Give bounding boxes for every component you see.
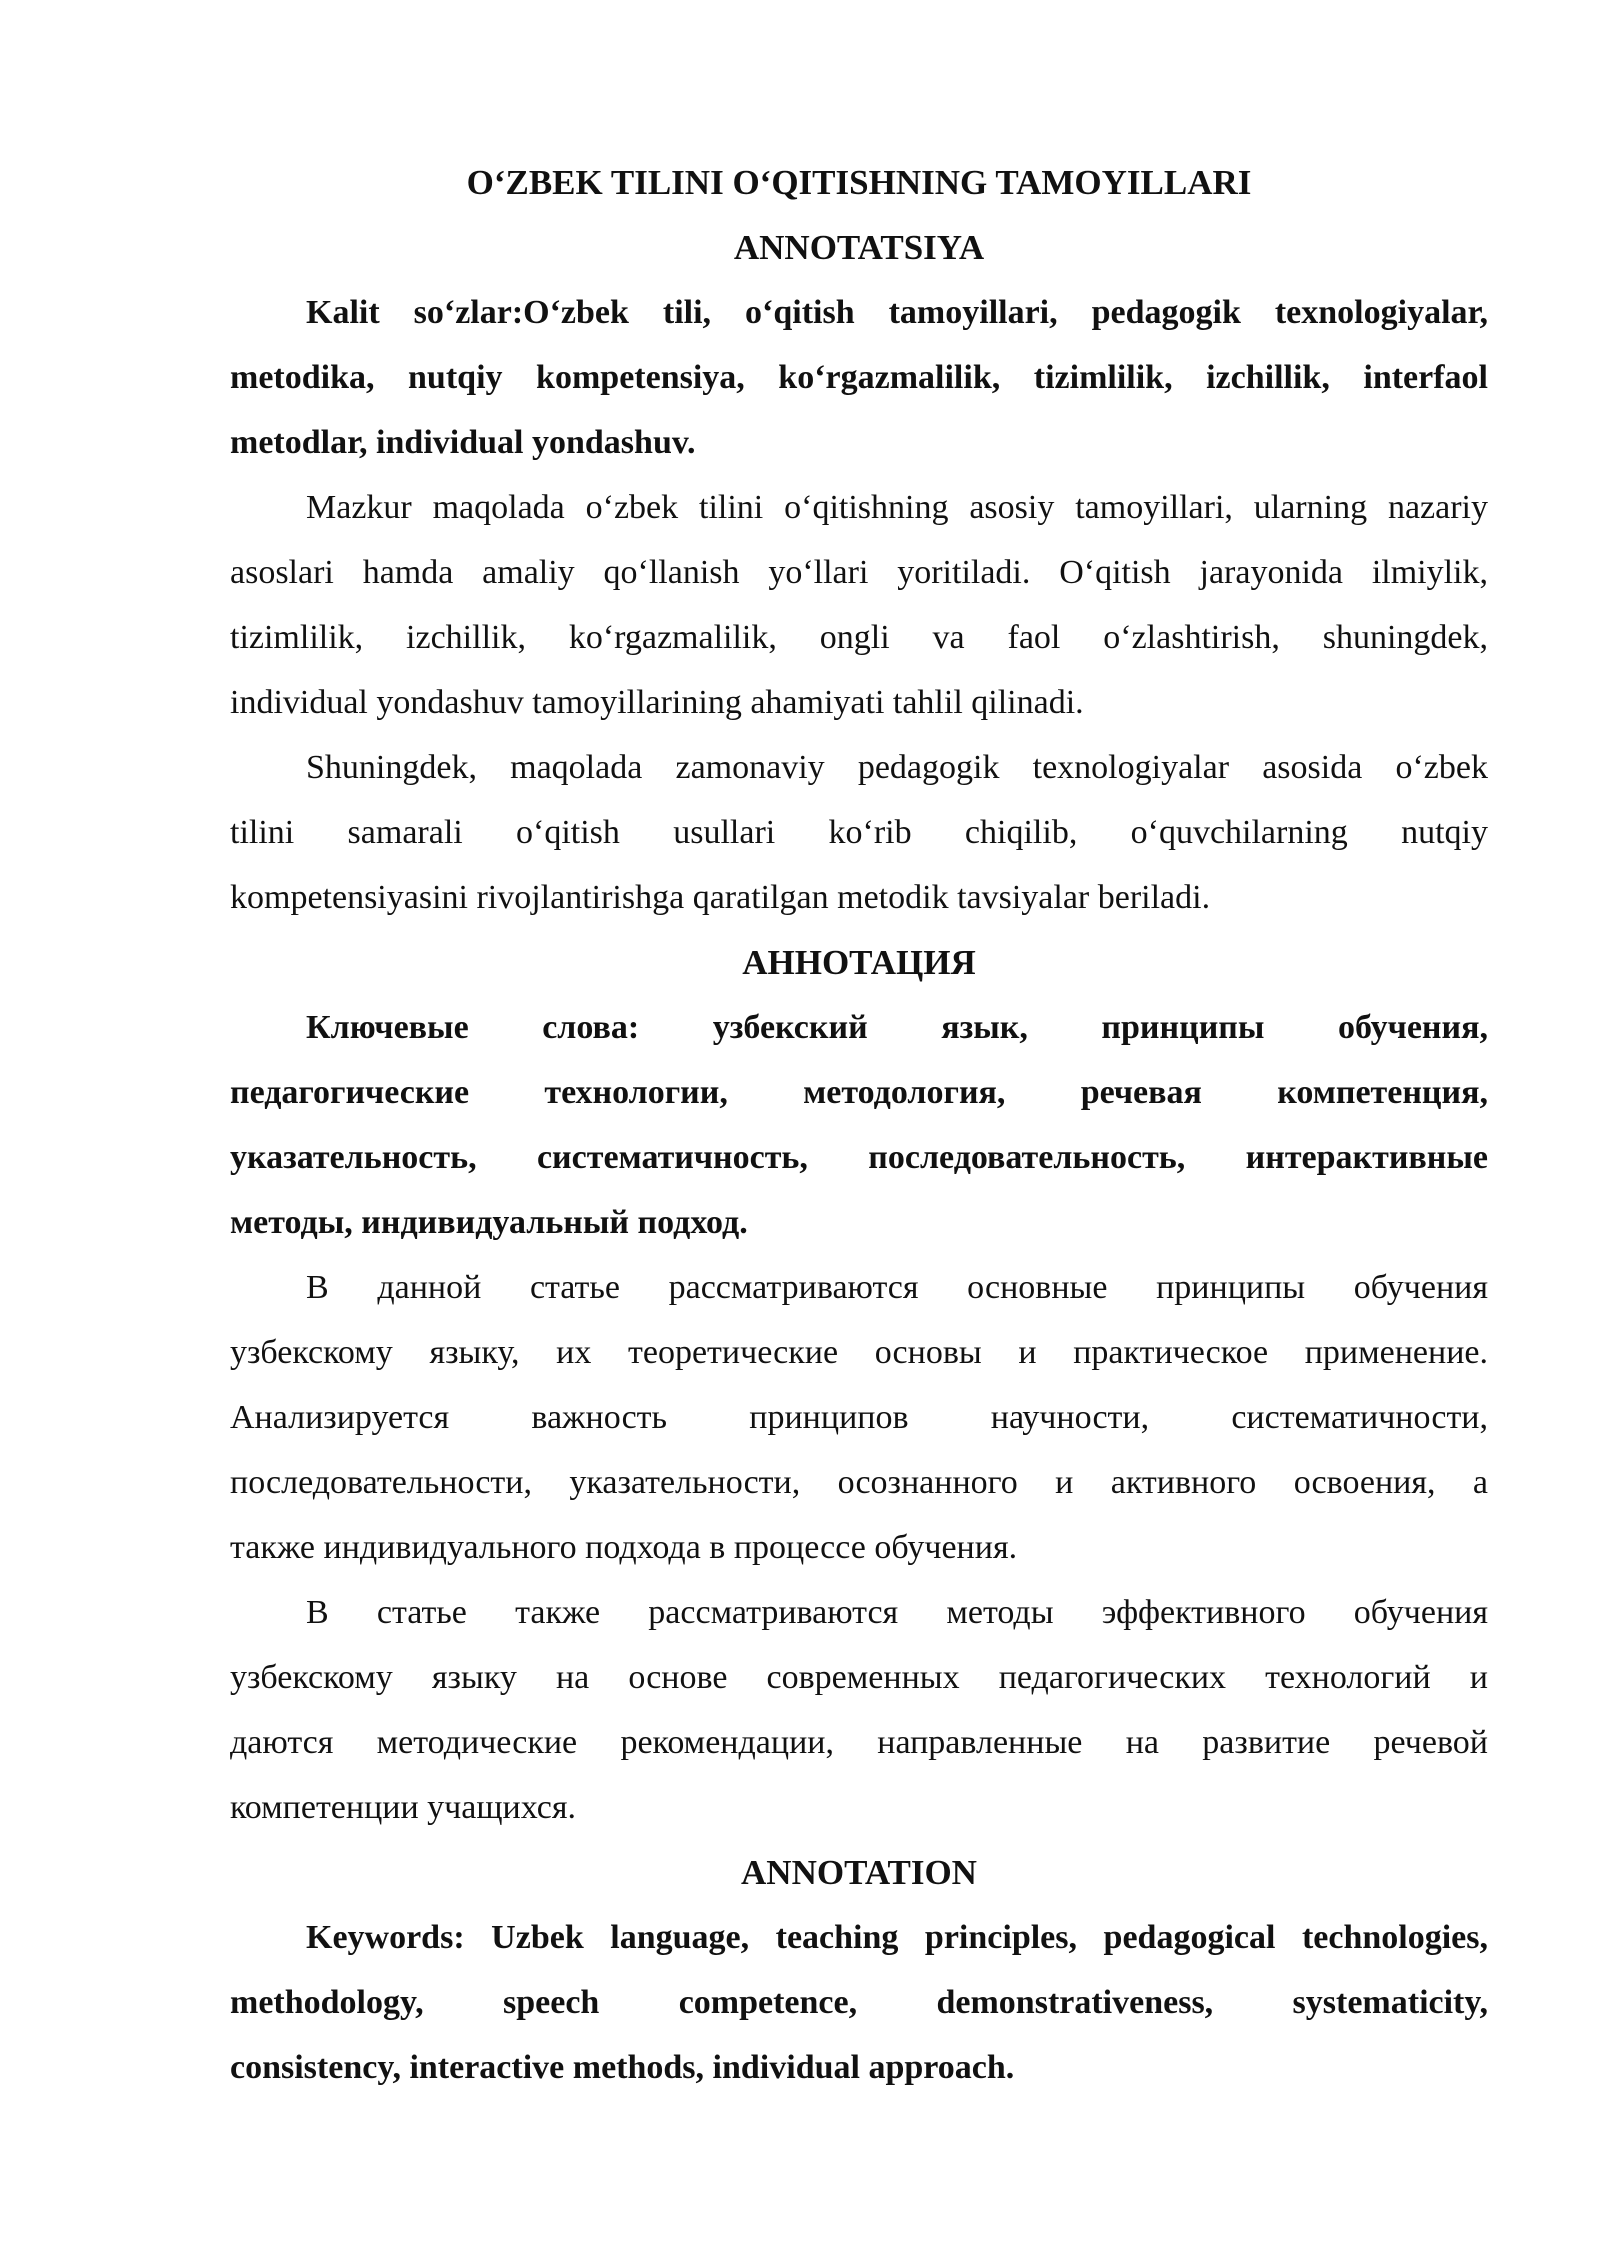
keywords-uz-line: metodika, nutqiy kompetensiya, ko‘rgazmalilik, tizimlilik, izchillik, interfaol [230, 359, 1488, 396]
keywords-ru-line: педагогические технологии, методология, речевая компетенция, [230, 1074, 1488, 1111]
keywords-en [230, 1905, 1488, 2100]
paragraph-line: Анализируется важность принципов научности, систематичности, [230, 1399, 1488, 1436]
document-title: O‘ZBEK TILINI O‘QITISHNING TAMOYILLARI [466, 163, 1252, 202]
document-page [230, 150, 1488, 2100]
paragraph-ru-1 [230, 1255, 1488, 1580]
paragraph-line: даются методические рекомендации, направленные на развитие речевой [230, 1724, 1488, 1761]
paragraph-ru-2 [230, 1580, 1488, 1840]
keywords-ru [230, 995, 1488, 1255]
paragraph-line: individual yondashuv tamoyillarining ahamiyati tahlil qilinadi. [230, 684, 1084, 721]
keywords-ru-line: указательность, систематичность, последовательность, интерактивные [230, 1139, 1488, 1176]
keywords-en-line: consistency, interactive methods, individual approach. [230, 2049, 1015, 2086]
paragraph-line: последовательности, указательности, осознанного и активного освоения, а [230, 1464, 1488, 1501]
heading-annotatsiya: ANNOTATSIYA [733, 228, 985, 267]
paragraph-line: В данной статье рассматриваются основные принципы обучения [306, 1269, 1488, 1306]
paragraph-line: tilini samarali o‘qitish usullari ko‘rib chiqilib, o‘quvchilarning nutqiy [230, 814, 1488, 851]
keywords-ru-line: Ключевые слова: узбекский язык, принципы обучения, [306, 1009, 1488, 1046]
paragraph-line: Shuningdek, maqolada zamonaviy pedagogik texnologiyalar asosida o‘zbek [306, 749, 1488, 786]
keywords-en-line: methodology, speech competence, demonstrativeness, systematicity, [230, 1984, 1488, 2021]
keywords-uz-line: metodlar, individual yondashuv. [230, 424, 696, 461]
paragraph-line: В статье также рассматриваются методы эффективного обучения [306, 1594, 1488, 1631]
keywords-uz [230, 280, 1488, 475]
keywords-uz-line: Kalit so‘zlar:O‘zbek tili, o‘qitish tamoyillari, pedagogik texnologiyalar, [306, 294, 1488, 331]
paragraph-line: узбекскому языку на основе современных педагогических технологий и [230, 1659, 1488, 1696]
keywords-ru-line: методы, индивидуальный подход. [230, 1204, 748, 1241]
paragraph-line: компетенции учащихся. [230, 1789, 576, 1826]
paragraph-line: kompetensiyasini rivojlantirishga qaratilgan metodik tavsiyalar beriladi. [230, 879, 1211, 916]
keywords-en-line: Keywords: Uzbek language, teaching principles, pedagogical technologies, [306, 1919, 1488, 1956]
paragraph-line: также индивидуального подхода в процессе обучения. [230, 1529, 1018, 1566]
heading-annotaciya-ru: АННОТАЦИЯ [742, 943, 976, 982]
paragraph-line: Mazkur maqolada o‘zbek tilini o‘qitishning asosiy tamoyillari, ularning nazariy [306, 489, 1488, 526]
paragraph-uz-1 [230, 475, 1488, 735]
paragraph-uz-2 [230, 735, 1488, 930]
paragraph-line: tizimlilik, izchillik, ko‘rgazmalilik, ongli va faol o‘zlashtirish, shuningdek, [230, 619, 1488, 656]
paragraph-line: asoslari hamda amaliy qo‘llanish yo‘llari yoritiladi. O‘qitish jarayonida ilmiylik, [230, 554, 1488, 591]
heading-annotation-en: ANNOTATION [741, 1853, 977, 1892]
paragraph-line: узбекскому языку, их теоретические основы и практическое применение. [230, 1334, 1488, 1371]
